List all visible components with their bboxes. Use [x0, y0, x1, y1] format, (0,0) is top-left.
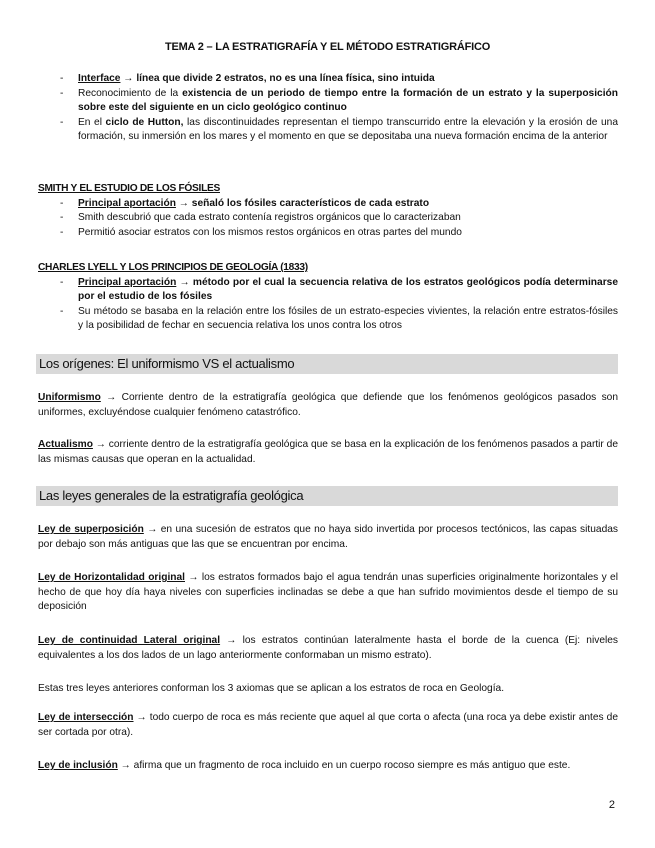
law-superposition: Ley de superposición → en una sucesión de estratos que no haya sido invertida por procesos tectónicos, las capas situadas por debajo son más antiguas que las que se encuentran por encima. [38, 524, 618, 550]
list-item: - Principal aportación → método por el cual la secuencia relativa de los estratos geológicos podía determinarse por el estudio de los fósiles [38, 276, 618, 305]
intro-list [38, 72, 618, 145]
page-title: TEMA 2 – LA ESTRATIGRAFÍA Y EL MÉTODO ESTRATIGRÁFICO [164, 41, 491, 53]
law-intersection: Ley de intersección → todo cuerpo de roca es más reciente que aquel al que corta o afecta (una roca ya debe existir antes de ser cortada por otra). [38, 712, 618, 738]
list-item: - En el ciclo de Hutton, las discontinuidades representan el tiempo transcurrido entre la elevación y la erosión de una formación, su inmersión en los mares y el momento en que se depositaba una nueva formación encima de la anterior [38, 116, 618, 145]
smith-list [38, 197, 618, 241]
lyell-section [38, 261, 618, 334]
section-heading: SMITH Y EL ESTUDIO DE LOS FÓSILES [38, 183, 220, 194]
section-band-laws: Las leyes generales de la estratigrafía geológica [36, 486, 618, 506]
lyell-list [38, 276, 618, 334]
law-horizontality: Ley de Horizontalidad original → los estratos formados bajo el agua tendrán unas superficies originalmente horizontales y el hecho de que hoy día haya niveles con superficies inclinadas se debe a que han sufrido movimientos desde el tiempo de su deposición [38, 572, 618, 613]
smith-section [38, 182, 618, 240]
page-number: 2 [608, 799, 615, 811]
section-band-origins: Los orígenes: El uniformismo VS el actualismo [36, 354, 618, 374]
uniformismo-paragraph: Uniformismo → Corriente dentro de la estratigrafía geológica que defiende que los fenómenos geológicos pasados son uniformes, excluyéndose cualquier fenómeno catastrófico. [38, 392, 618, 418]
law-lateral-continuity: Ley de continuidad Lateral original → los estratos continúan lateralmente hasta el borde de la cuenca (Ej: niveles equivalentes a los dos lados de un lago anteriormente conformaban un mismo estrato). [38, 635, 619, 661]
law-inclusion: Ley de inclusión → afirma que un fragmento de roca incluido en un cuerpo rocoso siempre es más antiguo que este. [38, 760, 571, 771]
section-heading: CHARLES LYELL Y LOS PRINCIPIOS DE GEOLOGÍA (1833) [38, 262, 308, 273]
list-item: - Reconocimiento de la existencia de un periodo de tiempo entre la formación de un estrato y la superposición sobre este del siguiente en un ciclo geológico continuo [38, 87, 618, 116]
actualismo-paragraph: Actualismo → corriente dentro de la estratigrafía geológica que se basa en la explicación de los fenómenos pasados a partir de las mismas causas que operan en la actualidad. [38, 439, 618, 465]
list-item: - Permitió asociar estratos con los mismos restos orgánicos en otras partes del mundo [38, 226, 618, 241]
list-item: - Smith descubrió que cada estrato contenía registros orgánicos que lo caracterizaban [38, 211, 618, 226]
list-item: - Interface → línea que divide 2 estratos, no es una línea física, sino intuida [38, 72, 618, 87]
list-item: - Principal aportación → señaló los fósiles característicos de cada estrato [38, 197, 618, 212]
intro-section [38, 72, 618, 145]
list-item: - Su método se basaba en la relación entre los fósiles de un estrato-especies vivientes, la relación entre estratos-fósiles y la posibilidad de fechar en secuencia relativa los unos contra los otros [38, 305, 618, 334]
axioms-paragraph: Estas tres leyes anteriores conforman los 3 axiomas que se aplican a los estratos de roca en Geología. [38, 683, 505, 694]
